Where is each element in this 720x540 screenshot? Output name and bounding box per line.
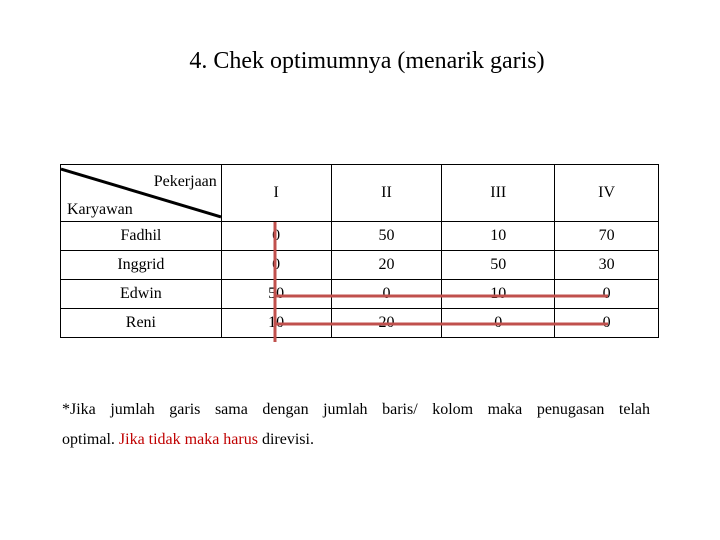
table-cell: 70 — [555, 222, 659, 251]
column-header: II — [331, 165, 442, 222]
assignment-table — [60, 164, 659, 338]
corner-label-pekerjaan: Pekerjaan — [153, 173, 217, 190]
table-cell: 0 — [555, 309, 659, 338]
table-cell: 10 — [442, 280, 555, 309]
table-header-row — [61, 165, 659, 222]
table-row — [61, 222, 659, 251]
table-cell: 50 — [442, 251, 555, 280]
table-cell: 20 — [331, 309, 442, 338]
row-label: Fadhil — [61, 222, 222, 251]
column-header: III — [442, 165, 555, 222]
table-cell: 0 — [331, 280, 442, 309]
table-cell: 0 — [555, 280, 659, 309]
table-cell: 0 — [221, 222, 331, 251]
corner-header-cell — [61, 165, 222, 222]
table-row — [61, 251, 659, 280]
column-header: IV — [555, 165, 659, 222]
footnote-line-1: *Jika jumlah garis sama dengan jumlah baris/ kolom maka penugasan telah — [62, 401, 650, 418]
slide-title: 4. Chek optimumnya (menarik garis) — [189, 48, 545, 74]
row-label: Edwin — [61, 280, 222, 309]
footnote — [62, 395, 650, 455]
table-cell: 20 — [331, 251, 442, 280]
footnote-text-highlight: Jika tidak maka harus — [114, 431, 258, 448]
table-row — [61, 309, 659, 338]
row-label: Inggrid — [61, 251, 222, 280]
table-cell: 50 — [331, 222, 442, 251]
corner-label-karyawan: Karyawan — [67, 201, 133, 218]
row-label: Reni — [61, 309, 222, 338]
table-cell: 50 — [221, 280, 331, 309]
table-cell: 10 — [221, 309, 331, 338]
table-cell: 0 — [442, 309, 555, 338]
table-cell: 30 — [555, 251, 659, 280]
table-cell: 10 — [442, 222, 555, 251]
table-cell: 0 — [221, 251, 331, 280]
footnote-text-direvisi: direvisi. — [257, 431, 314, 448]
footnote-text-optimal: optimal. — [62, 431, 115, 448]
table-row — [61, 280, 659, 309]
column-header: I — [221, 165, 331, 222]
